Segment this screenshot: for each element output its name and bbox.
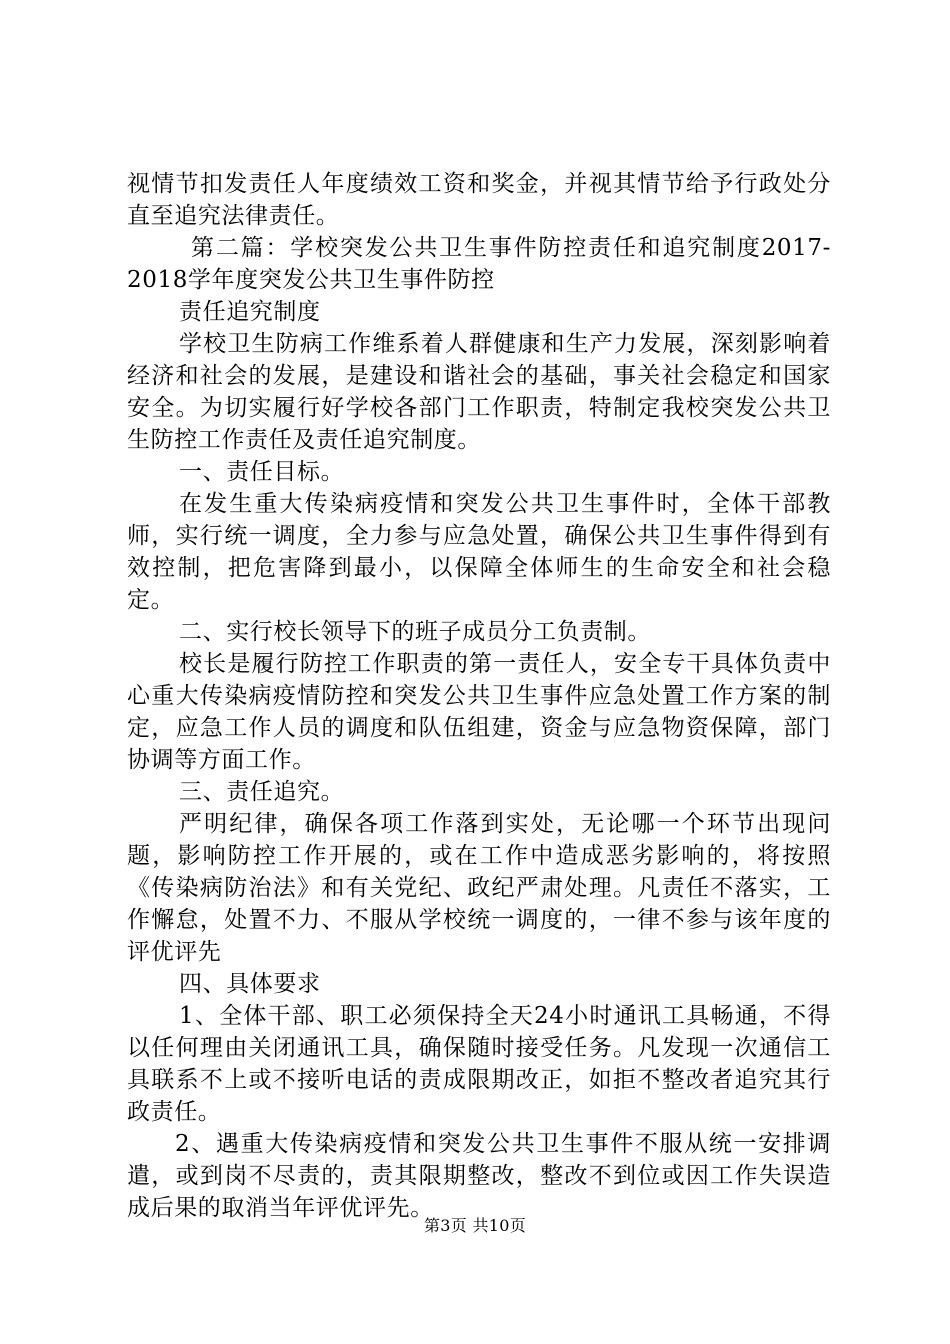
heading-accountability: 三、责任追究。: [179, 779, 345, 805]
paragraph-requirement-1: 1、全体干部、职工必须保持全天24小时通讯工具畅通，不得以任何理由关闭通讯工具，确保随时接受任务。凡发现一次通信工具联系不上或不接听电话的责成限期改正，如拒不整改者追究其行政责任。: [127, 1003, 831, 1125]
paragraph-accountability: 严明纪律，确保各项工作落到实处，无论哪一个环节出现问题，影响防控工作开展的，或在工作中造成恶劣影响的，将按照《传染病防治法》和有关党纪、政纪严肃处理。凡责任不落实，工作懈怠，处置不力、不服从学校统一调度的，一律不参与该年度的评优评先: [127, 811, 831, 965]
page-number: 第3页 共10页: [423, 1216, 527, 1235]
paragraph-responsibility-goal: 在发生重大传染病疫情和突发公共卫生事件时，全体干部教师，实行统一调度，全力参与应急处置，确保公共卫生事件得到有效控制，把危害降到最小，以保障全体师生的生命安全和社会稳定。: [127, 491, 831, 613]
section-subtitle: 责任追究制度: [179, 299, 321, 325]
heading-responsibility-goal: 一、责任目标。: [179, 459, 345, 485]
heading-specific-requirements: 四、具体要求: [179, 971, 321, 997]
page-footer: [0, 1216, 950, 1236]
paragraph-principal-system: 校长是履行防控工作职责的第一责任人，安全专干具体负责中心重大传染病疫情防控和突发公共卫生事件应急处置工作方案的制定，应急工作人员的调度和队伍组建，资金与应急物资保障，部门协调等方面工作。: [127, 651, 831, 773]
paragraph-continuation: 视情节扣发责任人年度绩效工资和奖金，并视其情节给予行政处分直至追究法律责任。: [127, 171, 831, 229]
paragraph-intro: 学校卫生防病工作维系着人群健康和生产力发展，深刻影响着经济和社会的发展，是建设和谐社会的基础，事关社会稳定和国家安全。为切实履行好学校各部门工作职责，特制定我校突发公共卫生防控工作责任及责任追究制度。: [127, 331, 831, 453]
paragraph-requirement-2: 2、遇重大传染病疫情和突发公共卫生事件不服从统一安排调遣，或到岗不尽责的，责其限期整改，整改不到位或因工作失误造成后果的取消当年评优评先。: [127, 1131, 831, 1221]
heading-principal-system: 二、实行校长领导下的班子成员分工负责制。: [179, 619, 651, 645]
section-heading-part-two: 第二篇：学校突发公共卫生事件防控责任和追究制度2017-2018学年度突发公共卫生事件防控: [127, 235, 831, 293]
document-body: [127, 168, 831, 1224]
